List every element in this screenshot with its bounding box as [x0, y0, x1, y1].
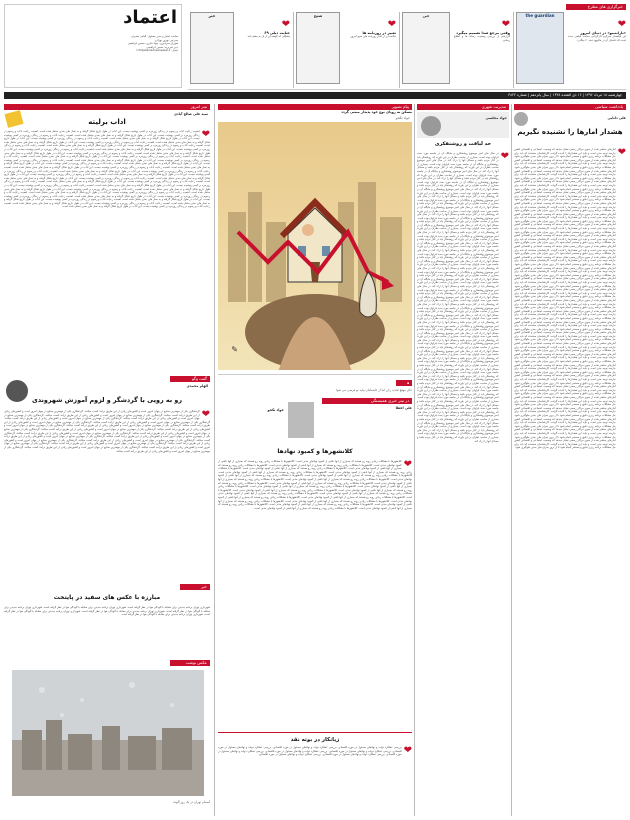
rail-item	[402, 12, 510, 90]
section-tag: عکس نوشت	[170, 660, 210, 666]
masthead-info: صاحب امتیاز و مدیر مسئول: الیاس حضرتی سردبیر: بهروز بهزادی شورای سردبیری: جواد دلیری، حسین ابراهیمی دبیر تحریریه: حسین ابراهیمی ایمیل: info@etemadnewspaper.ir	[127, 35, 178, 53]
rail-headline: تغییر در روزنامه ها	[362, 31, 396, 35]
cartoon-caption: جای موقع تجدید رکن اما از جایسامان بیاید تو فرسی می شو!	[335, 388, 412, 392]
press-review-tag: خبرگزاری های مطرح	[566, 4, 626, 10]
newspaper-logo: اعتماد	[123, 7, 177, 28]
author-name: سید علی صالح آبادی	[173, 112, 208, 116]
article-title: هشدار آمارها را نشنیده نگیریم	[517, 128, 623, 136]
date-bar: چهارشنبه ۱۸ مرداد ۱۳۹۶ | ۱۶ ذی القعده ۱۴۳۸ | سال پانزدهم | شماره ۳۸۲۲	[4, 92, 626, 99]
city-photo	[12, 670, 204, 796]
section-tag: تیتر امروز	[4, 104, 210, 110]
author-name: علی دانایی	[607, 116, 626, 120]
newspaper-thumb: صبح	[296, 12, 340, 84]
article-body: ❤ کلانشهرها با مشکلات زیادی روبه رو هستند که بسیاری از آنها ناشی از کمبود نهادهای مدنی است. کلانشهرها با مشکلات زیادی روبه رو هستند که بسیاری از آنها ناشی از کمبود نهادهای مدنی است. کلانشهرها با مشکلات زیادی روبه رو هستند که بسیاری از آنها ناشی از کمبود نهادهای مدنی است. کلانشهرها با مشکلات زیادی روبه رو هستند که بسیاری از آنها ناشی از کمبود نهادهای مدنی است. کلانشهرها با مشکلات زیادی روبه رو هستند که بسیاری از آنها ناشی از کمبود نهادهای مدنی است. کلانشهرها با مشکلات زیادی روبه رو هستند که بسیاری از آنها ناشی از کمبود نهادهای مدنی است. کلانشهرها با مشکلات زیادی روبه رو هستند که بسیاری از آنها ناشی از کمبود نهادهای مدنی است. کلانشهرها با مشکلات زیادی روبه رو هستند که بسیاری از آنها ناشی از کمبود نهادهای مدنی است. کلانشهرها با مشکلات زیادی روبه رو هستند که بسیاری از آنها ناشی از کمبود نهادهای مدنی است. کلانشهرها با مشکلات زیادی روبه رو هستند که بسیاری از آنها ناشی از کمبود نهادهای مدنی است. کلانشهرها با مشکلات زیادی روبه رو هستند که بسیاری از آنها ناشی از کمبود نهادهای مدنی است. کلانشهرها با مشکلات زیادی روبه رو هستند که بسیاری از آنها ناشی از کمبود نهادهای مدنی است. کلانشهرها با مشکلات زیادی روبه رو هستند که بسیاری از آنها ناشی از کمبود نهادهای مدنی است. کلانشهرها با مشکلات زیادی روبه رو هستند که بسیاری از آنها ناشی از کمبود نهادهای مدنی است. کلانشهرها با مشکلات زیادی روبه رو هستند که بسیاری از آنها ناشی از کمبود نهادهای مدنی است. کلانشهرها با مشکلات زیادی روبه رو هستند که بسیاری از آنها ناشی از کمبود نهادهای مدنی است. کلانشهرها با مشکلات زیادی روبه رو هستند که بسیاری از آنها ناشی از کمبود نهادهای مدنی است. کلانشهرها با مشکلات زیادی روبه رو هستند که بسیاری از آنها ناشی از کمبود نهادهای مدنی است. کلانشهرها با مشکلات زیادی روبه رو هستند که بسیاری از آنها ناشی از کمبود نهادهای مدنی است. کلانشهرها با مشکلات زیادی روبه رو هستند که بسیاری از آنها ناشی از کمبود نهادهای مدنی است. کلانشهرها با مشکلات زیادی روبه رو هستند که بسیاری از آنها ناشی از کمبود نهادهای مدنی است. کلانشهرها با مشکلات زیادی روبه رو هستند که بسیاری از آنها ناشی از کمبود نهادهای مدنی است. کلانشهرها با مشکلات زیادی روبه رو هستند که بسیاری از آنها ناشی از کمبود نهادهای مدنی است. کلانشهرها با مشکلات زیادی روبه رو هستند که بسیاری از آنها ناشی از کمبود نهادهای مدنی است. کلانشهرها با مشکلات زیادی روبه رو هستند که بسیاری از آنها ناشی از کمبود نهادهای مدنی است.	[218, 460, 412, 510]
related-title: جواد تکجو	[267, 408, 284, 412]
author-name: الهام محمدی	[186, 384, 208, 388]
article-body: شهرداری تهران برنامه جدیدی برای مقابله با آلودگی هوا در نظر گرفته است. شهرداری تهران برنامه جدیدی برای مقابله با آلودگی هوا در نظر گرفته است. شهرداری تهران برنامه جدیدی برای مقابله با آلودگی هوا در نظر گرفته است. شهرداری تهران برنامه جدیدی برای مقابله با آلودگی هوا در نظر گرفته است. شهرداری تهران برنامه جدیدی برای مقابله با آلودگی هوا در نظر گرفته است. شهرداری تهران برنامه جدیدی برای مقابله با آلودگی هوا در نظر گرفته است.	[4, 606, 210, 617]
article-title: آداب برلیته	[88, 118, 126, 126]
heart-icon: ❤	[403, 746, 412, 756]
press-review-rail	[188, 4, 626, 90]
heart-icon: ❤	[617, 19, 626, 30]
caption-tag: ▪	[396, 380, 412, 386]
section-tag: پیام تصویر	[218, 104, 412, 110]
article-title-2: زیانکار در بوته نقد	[290, 737, 340, 743]
heart-icon: ❤	[201, 410, 210, 420]
rail-headline: جنایت دیلی ۶۹	[264, 31, 290, 35]
author-name: علی اعظا	[395, 406, 412, 410]
svg-text:✎: ✎	[231, 345, 238, 354]
heart-icon: ❤	[501, 19, 510, 30]
cartoon-title: مسکن به رویای نوع خود پدیدار مبتنی گردد	[341, 110, 412, 114]
newspaper-thumb: the guardian	[516, 12, 564, 84]
rail-text: گزارشی از بررسی وضعیت رسانه ها و اطلاع رسانی.	[454, 35, 510, 42]
heart-icon: ❤	[403, 460, 412, 470]
heart-icon: ❤	[387, 19, 396, 30]
rail-headline: وقتی مرجع صدا تصمیم میگیرد	[456, 31, 510, 35]
rail-item	[516, 12, 626, 90]
right-column	[514, 104, 626, 816]
col2	[417, 104, 509, 816]
article-title: مبارزه با عکس های سفید در پایتخت	[53, 594, 161, 601]
article-body: ❤ اهمیت رعایت آداب و رسوم در زندگی روزمره بر کسی پوشیده نیست. این آداب در طول تاریخ شکل گرفته و به نسل های بعدی منتقل شده است. اهمیت رعایت آداب و رسوم در زندگی روزمره بر کسی پوشیده نیست. این آداب در طول تاریخ شکل گرفته و به نسل های بعدی منتقل شده است. اهمیت رعایت آداب و رسوم در زندگی روزمره بر کسی پوشیده نیست. این آداب در طول تاریخ شکل گرفته و به نسل های بعدی منتقل شده است. اهمیت رعایت آداب و رسوم در زندگی روزمره بر کسی پوشیده نیست. این آداب در طول تاریخ شکل گرفته و به نسل های بعدی منتقل شده است. اهمیت رعایت آداب و رسوم در زندگی روزمره بر کسی پوشیده نیست. این آداب در طول تاریخ شکل گرفته و به نسل های بعدی منتقل شده است. اهمیت رعایت آداب و رسوم در زندگی روزمره بر کسی پوشیده نیست. این آداب در طول تاریخ شکل گرفته و به نسل های بعدی منتقل شده است. اهمیت رعایت آداب و رسوم در زندگی روزمره بر کسی پوشیده نیست. این آداب در طول تاریخ شکل گرفته و به نسل های بعدی منتقل شده است. اهمیت رعایت آداب و رسوم در زندگی روزمره بر کسی پوشیده نیست. این آداب در طول تاریخ شکل گرفته و به نسل های بعدی منتقل شده است. اهمیت رعایت آداب و رسوم در زندگی روزمره بر کسی پوشیده نیست. این آداب در طول تاریخ شکل گرفته و به نسل های بعدی منتقل شده است. اهمیت رعایت آداب و رسوم در زندگی روزمره بر کسی پوشیده نیست. این آداب در طول تاریخ شکل گرفته و به نسل های بعدی منتقل شده است. اهمیت رعایت آداب و رسوم در زندگی روزمره بر کسی پوشیده نیست. این آداب در طول تاریخ شکل گرفته و به نسل های بعدی منتقل شده است. اهمیت رعایت آداب و رسوم در زندگی روزمره بر کسی پوشیده نیست. این آداب در طول تاریخ شکل گرفته و به نسل های بعدی منتقل شده است. اهمیت رعایت آداب و رسوم در زندگی روزمره بر کسی پوشیده نیست. این آداب در طول تاریخ شکل گرفته و به نسل های بعدی منتقل شده است. اهمیت رعایت آداب و رسوم در زندگی روزمره بر کسی پوشیده نیست. این آداب در طول تاریخ شکل گرفته و به نسل های بعدی منتقل شده است. اهمیت رعایت آداب و رسوم در زندگی روزمره بر کسی پوشیده نیست. این آداب در طول تاریخ شکل گرفته و به نسل های بعدی منتقل شده است. اهمیت رعایت آداب و رسوم در زندگی روزمره بر کسی پوشیده نیست. این آداب در طول تاریخ شکل گرفته و به نسل های بعدی منتقل شده است. اهمیت رعایت آداب و رسوم در زندگی روزمره بر کسی پوشیده نیست. این آداب در طول تاریخ شکل گرفته و به نسل های بعدی منتقل شده است. اهمیت رعایت آداب و رسوم در زندگی روزمره بر کسی پوشیده نیست. این آداب در طول تاریخ شکل گرفته و به نسل های بعدی منتقل شده است. اهمیت رعایت آداب و رسوم در زندگی روزمره بر کسی پوشیده نیست. این آداب در طول تاریخ شکل گرفته و به نسل های بعدی منتقل شده است. اهمیت رعایت آداب و رسوم در زندگی روزمره بر کسی پوشیده نیست. این آداب در طول تاریخ شکل گرفته و به نسل های بعدی منتقل شده است. اهمیت رعایت آداب و رسوم در زندگی روزمره بر کسی پوشیده نیست. این آداب در طول تاریخ شکل گرفته و به نسل های بعدی منتقل شده است. اهمیت رعایت آداب و رسوم در زندگی روزمره بر کسی پوشیده نیست. این آداب در طول تاریخ شکل گرفته و به نسل های بعدی منتقل شده است. اهمیت رعایت آداب و رسوم در زندگی روزمره بر کسی پوشیده نیست. این آداب در طول تاریخ شکل گرفته و به نسل های بعدی منتقل شده است. اهمیت رعایت آداب و رسوم در زندگی روزمره بر کسی پوشیده نیست. این آداب در طول تاریخ شکل گرفته و به نسل های بعدی منتقل شده است. اهمیت رعایت آداب و رسوم در زندگی روزمره بر کسی پوشیده نیست. این آداب در طول تاریخ شکل گرفته و به نسل های بعدی منتقل شده است. اهمیت رعایت آداب و رسوم در زندگی روزمره بر کسی پوشیده نیست. این آداب در طول تاریخ شکل گرفته و به نسل های بعدی منتقل شده است. اهمیت رعایت آداب و رسوم در زندگی روزمره بر کسی پوشیده نیست. این آداب در طول تاریخ شکل گرفته و به نسل های بعدی منتقل شده است. اهمیت رعایت آداب و رسوم در زندگی روزمره بر کسی پوشیده نیست. این آداب در طول تاریخ شکل گرفته و به نسل های بعدی منتقل شده است.	[4, 130, 210, 209]
article-body-2: ❤ بررسی عملکرد دولت و نهادهای مسئول در حوزه اقتصادی. بررسی عملکرد دولت و نهادهای مسئول در حوزه اقتصادی. بررسی عملکرد دولت و نهادهای مسئول در حوزه اقتصادی. بررسی عملکرد دولت و نهادهای مسئول در حوزه اقتصادی. بررسی عملکرد دولت و نهادهای مسئول در حوزه اقتصادی. بررسی عملکرد دولت و نهادهای مسئول در حوزه اقتصادی. بررسی عملکرد دولت و نهادهای مسئول در حوزه اقتصادی. بررسی عملکرد دولت و نهادهای مسئول در حوزه اقتصادی.	[218, 746, 412, 757]
rail-item	[190, 12, 290, 90]
section-tag: خبر	[180, 584, 210, 590]
heart-icon: ❤	[281, 19, 290, 30]
rail-headline: «تارانتینو» در دنیای امروز	[580, 31, 626, 35]
cartoon-block	[218, 104, 412, 376]
article-body: ❤ گردشگری یکی از مهمترین صنایع در جهان امروز است و کشورهای زیادی از این طریق درآمد کسب میکنند. گردشگری یکی از مهمترین صنایع در جهان امروز است و کشورهای زیادی از این طریق درآمد کسب میکنند. گردشگری یکی از مهمترین صنایع در جهان امروز است و کشورهای زیادی از این طریق درآمد کسب میکنند. گردشگری یکی از مهمترین صنایع در جهان امروز است و کشورهای زیادی از این طریق درآمد کسب میکنند. گردشگری یکی از مهمترین صنایع در جهان امروز است و کشورهای زیادی از این طریق درآمد کسب میکنند. گردشگری یکی از مهمترین صنایع در جهان امروز است و کشورهای زیادی از این طریق درآمد کسب میکنند. گردشگری یکی از مهمترین صنایع در جهان امروز است و کشورهای زیادی از این طریق درآمد کسب میکنند. گردشگری یکی از مهمترین صنایع در جهان امروز است و کشورهای زیادی از این طریق درآمد کسب میکنند. گردشگری یکی از مهمترین صنایع در جهان امروز است و کشورهای زیادی از این طریق درآمد کسب میکنند. گردشگری یکی از مهمترین صنایع در جهان امروز است و کشورهای زیادی از این طریق درآمد کسب میکنند. گردشگری یکی از مهمترین صنایع در جهان امروز است و کشورهای زیادی از این طریق درآمد کسب میکنند. گردشگری یکی از مهمترین صنایع در جهان امروز است و کشورهای زیادی از این طریق درآمد کسب میکنند. گردشگری یکی از مهمترین صنایع در جهان امروز است و کشورهای زیادی از این طریق درآمد کسب میکنند. گردشگری یکی از مهمترین صنایع در جهان امروز است و کشورهای زیادی از این طریق درآمد کسب میکنند. گردشگری یکی از مهمترین صنایع در جهان امروز است و کشورهای زیادی از این طریق درآمد کسب میکنند. گردشگری یکی از مهمترین صنایع در جهان امروز است و کشورهای زیادی از این طریق درآمد کسب میکنند. گردشگری یکی از مهمترین صنایع در جهان امروز است و کشورهای زیادی از این طریق درآمد کسب میکنند. گردشگری یکی از مهمترین صنایع در جهان امروز است و کشورهای زیادی از این طریق درآمد کسب میکنند. گردشگری یکی از مهمترین صنایع در جهان امروز است و کشورهای زیادی از این طریق درآمد کسب میکنند. گردشگری یکی از مهمترین صنایع در جهان امروز است و کشورهای زیادی از این طریق درآمد کسب میکنند.	[4, 410, 210, 453]
rail-text: مشکلی که گوشه ای از آن به چشم آمد.	[247, 35, 290, 38]
cartoon-artist: جواد تکجو	[395, 116, 410, 120]
section-tag: گفت وگو	[170, 376, 210, 382]
cartoon-image	[218, 122, 412, 370]
author-name: جواد مجلسی	[485, 116, 507, 120]
mid-author-box	[218, 398, 318, 444]
article-title: کلانشهرها و کمبود نهادها	[277, 448, 353, 455]
rail-text: این فیلمساز سرگرم کارگردانی ساخت فیلمی جدید است که داستان آن در هالیوود دهه ۶۰ میگذرد.	[568, 35, 626, 42]
masthead	[4, 4, 182, 88]
author-photo	[288, 402, 314, 438]
article-title: رو به رویی با گردشگر و لزوم آموزش شهروندی	[31, 396, 183, 404]
article-title: حد لیاقت و روشنفکری	[434, 141, 492, 147]
section-tag: یادداشت سیاسی	[514, 104, 626, 110]
rail-item	[296, 12, 396, 90]
photo-caption: آسمان تهران در یک روز آلوده	[173, 800, 210, 804]
rail-text: خلاصه ای از اخبار روزنامه های صبح امروز.	[349, 35, 396, 38]
section-tag: در تیتر خبری همبستگی	[322, 398, 412, 404]
heart-icon: ❤	[500, 152, 509, 162]
newspaper-thumb: جی	[402, 12, 450, 84]
section-tag: مدیریت شهری	[417, 104, 509, 110]
article-body: ❤ در سال های اخیر موضوع روشنفکری و جایگاه آن در جامعه مورد بحث فراوان بوده است. بسیاری از صاحب نظران بر این باورند که روشنفکر باید در کنار مردم باشد و مسائل آنها را درک کند. در سال های اخیر موضوع روشنفکری و جایگاه آن در جامعه مورد بحث فراوان بوده است. بسیاری از صاحب نظران بر این باورند که روشنفکر باید در کنار مردم باشد و مسائل آنها را درک کند. در سال های اخیر موضوع روشنفکری و جایگاه آن در جامعه مورد بحث فراوان بوده است. بسیاری از صاحب نظران بر این باورند که روشنفکر باید در کنار مردم باشد و مسائل آنها را درک کند. در سال های اخیر موضوع روشنفکری و جایگاه آن در جامعه مورد بحث فراوان بوده است. بسیاری از صاحب نظران بر این باورند که روشنفکر باید در کنار مردم باشد و مسائل آنها را درک کند. در سال های اخیر موضوع روشنفکری و جایگاه آن در جامعه مورد بحث فراوان بوده است. بسیاری از صاحب نظران بر این باورند که روشنفکر باید در کنار مردم باشد و مسائل آنها را درک کند. در سال های اخیر موضوع روشنفکری و جایگاه آن در جامعه مورد بحث فراوان بوده است. بسیاری از صاحب نظران بر این باورند که روشنفکر باید در کنار مردم باشد و مسائل آنها را درک کند. در سال های اخیر موضوع روشنفکری و جایگاه آن در جامعه مورد بحث فراوان بوده است. بسیاری از صاحب نظران بر این باورند که روشنفکر باید در کنار مردم باشد و مسائل آنها را درک کند. در سال های اخیر موضوع روشنفکری و جایگاه آن در جامعه مورد بحث فراوان بوده است. بسیاری از صاحب نظران بر این باورند که روشنفکر باید در کنار مردم باشد و مسائل آنها را درک کند. در سال های اخیر موضوع روشنفکری و جایگاه آن در جامعه مورد بحث فراوان بوده است. بسیاری از صاحب نظران بر این باورند که روشنفکر باید در کنار مردم باشد و مسائل آنها را درک کند. در سال های اخیر موضوع روشنفکری و جایگاه آن در جامعه مورد بحث فراوان بوده است. بسیاری از صاحب نظران بر این باورند که روشنفکر باید در کنار مردم باشد و مسائل آنها را درک کند. در سال های اخیر موضوع روشنفکری و جایگاه آن در جامعه مورد بحث فراوان بوده است. بسیاری از صاحب نظران بر این باورند که روشنفکر باید در کنار مردم باشد و مسائل آنها را درک کند. در سال های اخیر موضوع روشنفکری و جایگاه آن در جامعه مورد بحث فراوان بوده است. بسیاری از صاحب نظران بر این باورند که روشنفکر باید در کنار مردم باشد و مسائل آنها را درک کند. در سال های اخیر موضوع روشنفکری و جایگاه آن در جامعه مورد بحث فراوان بوده است. بسیاری از صاحب نظران بر این باورند که روشنفکر باید در کنار مردم باشد و مسائل آنها را درک کند. در سال های اخیر موضوع روشنفکری و جایگاه آن در جامعه مورد بحث فراوان بوده است. بسیاری از صاحب نظران بر این باورند که روشنفکر باید در کنار مردم باشد و مسائل آنها را درک کند. در سال های اخیر موضوع روشنفکری و جایگاه آن در جامعه مورد بحث فراوان بوده است. بسیاری از صاحب نظران بر این باورند که روشنفکر باید در کنار مردم باشد و مسائل آنها را درک کند. در سال های اخیر موضوع روشنفکری و جایگاه آن در جامعه مورد بحث فراوان بوده است. بسیاری از صاحب نظران بر این باورند که روشنفکر باید در کنار مردم باشد و مسائل آنها را درک کند. در سال های اخیر موضوع روشنفکری و جایگاه آن در جامعه مورد بحث فراوان بوده است. بسیاری از صاحب نظران بر این باورند که روشنفکر باید در کنار مردم باشد و مسائل آنها را درک کند. در سال های اخیر موضوع روشنفکری و جایگاه آن در جامعه مورد بحث فراوان بوده است. بسیاری از صاحب نظران بر این باورند که روشنفکر باید در کنار مردم باشد و مسائل آنها را درک کند. در سال های اخیر موضوع روشنفکری و جایگاه آن در جامعه مورد بحث فراوان بوده است. بسیاری از صاحب نظران بر این باورند که روشنفکر باید در کنار مردم باشد و مسائل آنها را درک کند. در سال های اخیر موضوع روشنفکری و جایگاه آن در جامعه مورد بحث فراوان بوده است. بسیاری از صاحب نظران بر این باورند که روشنفکر باید در کنار مردم باشد و مسائل آنها را درک کند. در سال های اخیر موضوع روشنفکری و جایگاه آن در جامعه مورد بحث فراوان بوده است. بسیاری از صاحب نظران بر این باورند که روشنفکر باید در کنار مردم باشد و مسائل آنها را درک کند. در سال های اخیر موضوع روشنفکری و جایگاه آن در جامعه مورد بحث فراوان بوده است. بسیاری از صاحب نظران بر این باورند که روشنفکر باید در کنار مردم باشد و مسائل آنها را درک کند. در سال های اخیر موضوع روشنفکری و جایگاه آن در جامعه مورد بحث فراوان بوده است. بسیاری از صاحب نظران بر این باورند که روشنفکر باید در کنار مردم باشد و مسائل آنها را درک کند. در سال های اخیر موضوع روشنفکری و جایگاه آن در جامعه مورد بحث فراوان بوده است. بسیاری از صاحب نظران بر این باورند که روشنفکر باید در کنار مردم باشد و مسائل آنها را درک کند. در سال های اخیر موضوع روشنفکری و جایگاه آن در جامعه مورد بحث فراوان بوده است. بسیاری از صاحب نظران بر این باورند که روشنفکر باید در کنار مردم باشد و مسائل آنها را درک کند. در سال های اخیر موضوع روشنفکری و جایگاه آن در جامعه مورد بحث فراوان بوده است. بسیاری از صاحب نظران بر این باورند که روشنفکر باید در کنار مردم باشد و مسائل آنها را درک کند. در سال های اخیر موضوع روشنفکری و جایگاه آن در جامعه مورد بحث فراوان بوده است. بسیاری از صاحب نظران بر این باورند که روشنفکر باید در کنار مردم باشد و مسائل آنها را درک کند. در سال های اخیر موضوع روشنفکری و جایگاه آن در جامعه مورد بحث فراوان بوده است. بسیاری از صاحب نظران بر این باورند که روشنفکر باید در کنار مردم باشد و مسائل آنها را درک کند. در سال های اخیر موضوع روشنفکری و جایگاه آن در جامعه مورد بحث فراوان بوده است. بسیاری از صاحب نظران بر این باورند که روشنفکر باید در کنار مردم باشد و مسائل آنها را درک کند. در سال های اخیر موضوع روشنفکری و جایگاه آن در جامعه مورد بحث فراوان بوده است. بسیاری از صاحب نظران بر این باورند که روشنفکر باید در کنار مردم باشد و مسائل آنها را درک کند. در سال های اخیر موضوع روشنفکری و جایگاه آن در جامعه مورد بحث فراوان بوده است. بسیاری از صاحب نظران بر این باورند که روشنفکر باید در کنار مردم باشد و مسائل آنها را درک کند. در سال های اخیر موضوع روشنفکری و جایگاه آن در جامعه مورد بحث فراوان بوده است. بسیاری از صاحب نظران بر این باورند که روشنفکر باید در کنار مردم باشد و مسائل آنها را درک کند.	[417, 152, 509, 443]
heart-icon: ❤	[617, 148, 626, 158]
newspaper-thumb: خبر	[190, 12, 234, 84]
author-avatar	[514, 112, 528, 126]
left-column	[4, 104, 210, 816]
heart-icon: ❤	[201, 130, 210, 140]
article-body: ❤ آمارهای منتشر شده از سوی مراکز رسمی نشان میدهد که وضعیت اجتماعی و اقتصادی کشور نیازمند توجه جدی است و نباید این هشدارها را نادیده گرفت. کارشناسان معتقدند که باید برای حل مشکلات برنامه ریزی دقیق و مستمر انجام شود تا از بروز بحران های بعدی جلوگیری شود. آمارهای منتشر شده از سوی مراکز رسمی نشان میدهد که وضعیت اجتماعی و اقتصادی کشور نیازمند توجه جدی است و نباید این هشدارها را نادیده گرفت. کارشناسان معتقدند که باید برای حل مشکلات برنامه ریزی دقیق و مستمر انجام شود تا از بروز بحران های بعدی جلوگیری شود. آمارهای منتشر شده از سوی مراکز رسمی نشان میدهد که وضعیت اجتماعی و اقتصادی کشور نیازمند توجه جدی است و نباید این هشدارها را نادیده گرفت. کارشناسان معتقدند که باید برای حل مشکلات برنامه ریزی دقیق و مستمر انجام شود تا از بروز بحران های بعدی جلوگیری شود. آمارهای منتشر شده از سوی مراکز رسمی نشان میدهد که وضعیت اجتماعی و اقتصادی کشور نیازمند توجه جدی است و نباید این هشدارها را نادیده گرفت. کارشناسان معتقدند که باید برای حل مشکلات برنامه ریزی دقیق و مستمر انجام شود تا از بروز بحران های بعدی جلوگیری شود. آمارهای منتشر شده از سوی مراکز رسمی نشان میدهد که وضعیت اجتماعی و اقتصادی کشور نیازمند توجه جدی است و نباید این هشدارها را نادیده گرفت. کارشناسان معتقدند که باید برای حل مشکلات برنامه ریزی دقیق و مستمر انجام شود تا از بروز بحران های بعدی جلوگیری شود. آمارهای منتشر شده از سوی مراکز رسمی نشان میدهد که وضعیت اجتماعی و اقتصادی کشور نیازمند توجه جدی است و نباید این هشدارها را نادیده گرفت. کارشناسان معتقدند که باید برای حل مشکلات برنامه ریزی دقیق و مستمر انجام شود تا از بروز بحران های بعدی جلوگیری شود. آمارهای منتشر شده از سوی مراکز رسمی نشان میدهد که وضعیت اجتماعی و اقتصادی کشور نیازمند توجه جدی است و نباید این هشدارها را نادیده گرفت. کارشناسان معتقدند که باید برای حل مشکلات برنامه ریزی دقیق و مستمر انجام شود تا از بروز بحران های بعدی جلوگیری شود. آمارهای منتشر شده از سوی مراکز رسمی نشان میدهد که وضعیت اجتماعی و اقتصادی کشور نیازمند توجه جدی است و نباید این هشدارها را نادیده گرفت. کارشناسان معتقدند که باید برای حل مشکلات برنامه ریزی دقیق و مستمر انجام شود تا از بروز بحران های بعدی جلوگیری شود. آمارهای منتشر شده از سوی مراکز رسمی نشان میدهد که وضعیت اجتماعی و اقتصادی کشور نیازمند توجه جدی است و نباید این هشدارها را نادیده گرفت. کارشناسان معتقدند که باید برای حل مشکلات برنامه ریزی دقیق و مستمر انجام شود تا از بروز بحران های بعدی جلوگیری شود. آمارهای منتشر شده از سوی مراکز رسمی نشان میدهد که وضعیت اجتماعی و اقتصادی کشور نیازمند توجه جدی است و نباید این هشدارها را نادیده گرفت. کارشناسان معتقدند که باید برای حل مشکلات برنامه ریزی دقیق و مستمر انجام شود تا از بروز بحران های بعدی جلوگیری شود. آمارهای منتشر شده از سوی مراکز رسمی نشان میدهد که وضعیت اجتماعی و اقتصادی کشور نیازمند توجه جدی است و نباید این هشدارها را نادیده گرفت. کارشناسان معتقدند که باید برای حل مشکلات برنامه ریزی دقیق و مستمر انجام شود تا از بروز بحران های بعدی جلوگیری شود. آمارهای منتشر شده از سوی مراکز رسمی نشان میدهد که وضعیت اجتماعی و اقتصادی کشور نیازمند توجه جدی است و نباید این هشدارها را نادیده گرفت. کارشناسان معتقدند که باید برای حل مشکلات برنامه ریزی دقیق و مستمر انجام شود تا از بروز بحران های بعدی جلوگیری شود. آمارهای منتشر شده از سوی مراکز رسمی نشان میدهد که وضعیت اجتماعی و اقتصادی کشور نیازمند توجه جدی است و نباید این هشدارها را نادیده گرفت. کارشناسان معتقدند که باید برای حل مشکلات برنامه ریزی دقیق و مستمر انجام شود تا از بروز بحران های بعدی جلوگیری شود. آمارهای منتشر شده از سوی مراکز رسمی نشان میدهد که وضعیت اجتماعی و اقتصادی کشور نیازمند توجه جدی است و نباید این هشدارها را نادیده گرفت. کارشناسان معتقدند که باید برای حل مشکلات برنامه ریزی دقیق و مستمر انجام شود تا از بروز بحران های بعدی جلوگیری شود. آمارهای منتشر شده از سوی مراکز رسمی نشان میدهد که وضعیت اجتماعی و اقتصادی کشور نیازمند توجه جدی است و نباید این هشدارها را نادیده گرفت. کارشناسان معتقدند که باید برای حل مشکلات برنامه ریزی دقیق و مستمر انجام شود تا از بروز بحران های بعدی جلوگیری شود. آمارهای منتشر شده از سوی مراکز رسمی نشان میدهد که وضعیت اجتماعی و اقتصادی کشور نیازمند توجه جدی است و نباید این هشدارها را نادیده گرفت. کارشناسان معتقدند که باید برای حل مشکلات برنامه ریزی دقیق و مستمر انجام شود تا از بروز بحران های بعدی جلوگیری شود. آمارهای منتشر شده از سوی مراکز رسمی نشان میدهد که وضعیت اجتماعی و اقتصادی کشور نیازمند توجه جدی است و نباید این هشدارها را نادیده گرفت. کارشناسان معتقدند که باید برای حل مشکلات برنامه ریزی دقیق و مستمر انجام شود تا از بروز بحران های بعدی جلوگیری شود. آمارهای منتشر شده از سوی مراکز رسمی نشان میدهد که وضعیت اجتماعی و اقتصادی کشور نیازمند توجه جدی است و نباید این هشدارها را نادیده گرفت. کارشناسان معتقدند که باید برای حل مشکلات برنامه ریزی دقیق و مستمر انجام شود تا از بروز بحران های بعدی جلوگیری شود. آمارهای منتشر شده از سوی مراکز رسمی نشان میدهد که وضعیت اجتماعی و اقتصادی کشور نیازمند توجه جدی است و نباید این هشدارها را نادیده گرفت. کارشناسان معتقدند که باید برای حل مشکلات برنامه ریزی دقیق و مستمر انجام شود تا از بروز بحران های بعدی جلوگیری شود. آمارهای منتشر شده از سوی مراکز رسمی نشان میدهد که وضعیت اجتماعی و اقتصادی کشور نیازمند توجه جدی است و نباید این هشدارها را نادیده گرفت. کارشناسان معتقدند که باید برای حل مشکلات برنامه ریزی دقیق و مستمر انجام شود تا از بروز بحران های بعدی جلوگیری شود. آمارهای منتشر شده از سوی مراکز رسمی نشان میدهد که وضعیت اجتماعی و اقتصادی کشور نیازمند توجه جدی است و نباید این هشدارها را نادیده گرفت. کارشناسان معتقدند که باید برای حل مشکلات برنامه ریزی دقیق و مستمر انجام شود تا از بروز بحران های بعدی جلوگیری شود. آمارهای منتشر شده از سوی مراکز رسمی نشان میدهد که وضعیت اجتماعی و اقتصادی کشور نیازمند توجه جدی است و نباید این هشدارها را نادیده گرفت. کارشناسان معتقدند که باید برای حل مشکلات برنامه ریزی دقیق و مستمر انجام شود تا از بروز بحران های بعدی جلوگیری شود. آمارهای منتشر شده از سوی مراکز رسمی نشان میدهد که وضعیت اجتماعی و اقتصادی کشور نیازمند توجه جدی است و نباید این هشدارها را نادیده گرفت. کارشناسان معتقدند که باید برای حل مشکلات برنامه ریزی دقیق و مستمر انجام شود تا از بروز بحران های بعدی جلوگیری شود. آمارهای منتشر شده از سوی مراکز رسمی نشان میدهد که وضعیت اجتماعی و اقتصادی کشور نیازمند توجه جدی است و نباید این هشدارها را نادیده گرفت. کارشناسان معتقدند که باید برای حل مشکلات برنامه ریزی دقیق و مستمر انجام شود تا از بروز بحران های بعدی جلوگیری شود. آمارهای منتشر شده از سوی مراکز رسمی نشان میدهد که وضعیت اجتماعی و اقتصادی کشور نیازمند توجه جدی است و نباید این هشدارها را نادیده گرفت. کارشناسان معتقدند که باید برای حل مشکلات برنامه ریزی دقیق و مستمر انجام شود تا از بروز بحران های بعدی جلوگیری شود. آمارهای منتشر شده از سوی مراکز رسمی نشان میدهد که وضعیت اجتماعی و اقتصادی کشور نیازمند توجه جدی است و نباید این هشدارها را نادیده گرفت. کارشناسان معتقدند که باید برای حل مشکلات برنامه ریزی دقیق و مستمر انجام شود تا از بروز بحران های بعدی جلوگیری شود. آمارهای منتشر شده از سوی مراکز رسمی نشان میدهد که وضعیت اجتماعی و اقتصادی کشور نیازمند توجه جدی است و نباید این هشدارها را نادیده گرفت. کارشناسان معتقدند که باید برای حل مشکلات برنامه ریزی دقیق و مستمر انجام شود تا از بروز بحران های بعدی جلوگیری شود. آمارهای منتشر شده از سوی مراکز رسمی نشان میدهد که وضعیت اجتماعی و اقتصادی کشور نیازمند توجه جدی است و نباید این هشدارها را نادیده گرفت. کارشناسان معتقدند که باید برای حل مشکلات برنامه ریزی دقیق و مستمر انجام شود تا از بروز بحران های بعدی جلوگیری شود.	[514, 148, 626, 450]
author-photo	[417, 112, 509, 138]
